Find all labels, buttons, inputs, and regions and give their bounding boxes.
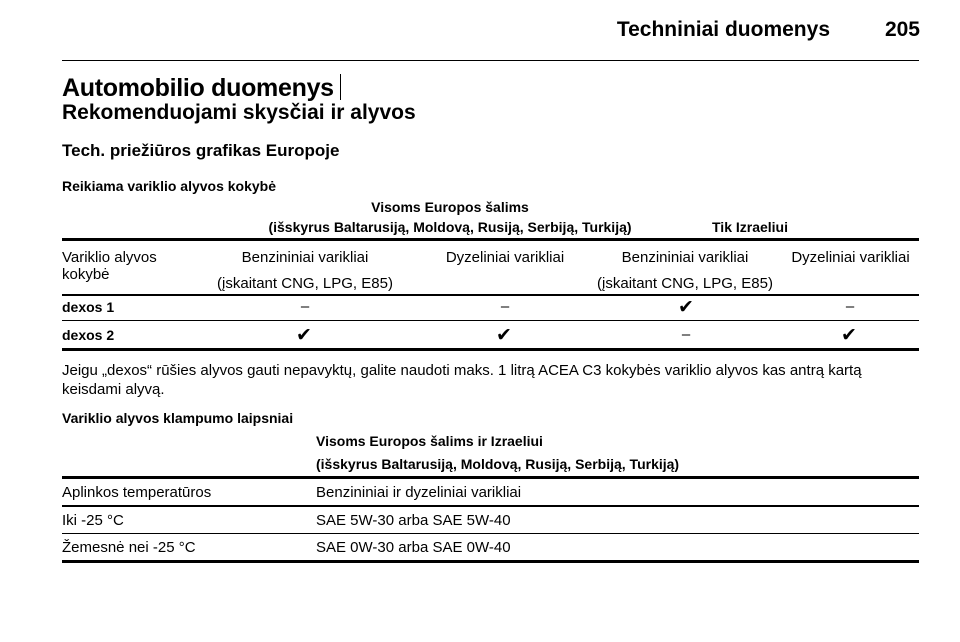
- section-subtitle: Rekomenduojami skysčiai ir alyvos: [62, 101, 416, 124]
- row-dexos-1-label: dexos 1: [62, 299, 115, 315]
- col-diesel-israel: Dyzeliniai varikliai: [791, 249, 910, 266]
- viscosity-row-1-temp: Iki -25 °C: [62, 512, 124, 529]
- col-diesel-europe: Dyzeliniai varikliai: [445, 249, 565, 266]
- cell-dexos2-petrol-eu: ✔: [296, 325, 312, 346]
- running-header-title: Techniniai duomenys: [616, 18, 830, 41]
- col-engine-type: Benzininiai ir dyzeliniai varikliai: [316, 484, 522, 501]
- table-rule-mid: [62, 320, 919, 321]
- page-number: 205: [884, 18, 920, 41]
- cell-dexos1-diesel-eu: –: [500, 298, 510, 315]
- viscosity-rule-bottom: [62, 560, 919, 563]
- viscosity-rule-top: [62, 476, 919, 479]
- table-rule-top: [62, 238, 919, 241]
- viscosity-rule-mid: [62, 533, 919, 534]
- quality-heading: Reikiama variklio alyvos kokybė: [62, 178, 277, 194]
- viscosity-group: Visoms Europos šalims ir Izraeliui: [316, 433, 543, 449]
- cell-dexos1-petrol-il: ✔: [678, 297, 694, 318]
- subsection-title: Tech. priežiūros grafikas Europoje: [62, 141, 340, 160]
- viscosity-heading: Variklio alyvos klampumo laipsniai: [62, 410, 294, 426]
- title-marker: [340, 74, 341, 100]
- group-israel: Tik Izraeliui: [712, 219, 788, 235]
- col-petrol-israel: Benzininiai varikliai: [621, 249, 749, 266]
- group-europe-exceptions: (išskyrus Baltarusiją, Moldovą, Rusiją, Serbiją, Turkiją): [268, 219, 632, 235]
- col-petrol-israel-note: (įskaitant CNG, LPG, E85): [597, 275, 773, 292]
- viscosity-group-exceptions: (išskyrus Baltarusiją, Moldovą, Rusiją, Serbiją, Turkiją): [316, 456, 680, 472]
- cell-dexos2-diesel-eu: ✔: [496, 325, 512, 346]
- cell-dexos1-diesel-il: –: [845, 298, 855, 315]
- row-dexos-2-label: dexos 2: [62, 327, 115, 343]
- group-europe: Visoms Europos šalims: [371, 199, 529, 215]
- cell-dexos2-diesel-il: ✔: [841, 325, 857, 346]
- viscosity-row-2-temp: Žemesnė nei -25 °C: [62, 539, 196, 556]
- section-title: Automobilio duomenys: [62, 74, 334, 102]
- col-petrol-europe: Benzininiai varikliai: [241, 249, 369, 266]
- cell-dexos1-petrol-eu: –: [300, 298, 310, 315]
- viscosity-row-1-oil: SAE 5W-30 arba SAE 5W-40: [316, 512, 511, 529]
- table-rule-bottom: [62, 348, 919, 351]
- row-label-quality: Variklio alyvos kokybė: [62, 249, 157, 283]
- header-rule: [62, 60, 919, 61]
- table-rule-header: [62, 294, 919, 296]
- col-ambient-temp: Aplinkos temperatūros: [62, 484, 212, 501]
- viscosity-row-2-oil: SAE 0W-30 arba SAE 0W-40: [316, 539, 511, 556]
- col-petrol-europe-note: (įskaitant CNG, LPG, E85): [217, 275, 393, 292]
- dexos-note: Jeigu „dexos“ rūšies alyvos gauti nepavyktų, galite naudoti maks. 1 litrą ACEA C3 kokybės variklio alyvos kas antrą kartą keisdami alyvą.: [62, 362, 862, 398]
- viscosity-rule-header: [62, 505, 919, 507]
- cell-dexos2-petrol-il: –: [681, 326, 691, 343]
